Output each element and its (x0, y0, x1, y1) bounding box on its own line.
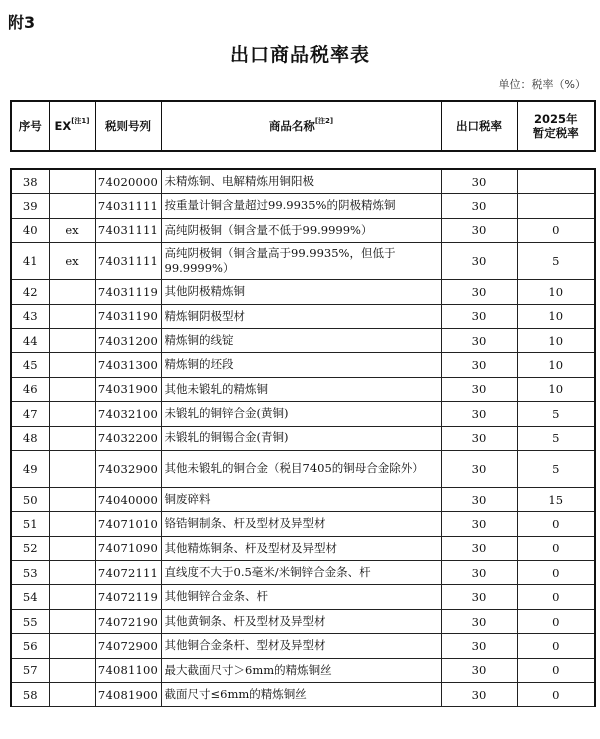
row-ex: ex (49, 243, 95, 280)
table-row (11, 169, 595, 194)
row-temp-rate: 0 (517, 585, 595, 609)
row-name: 其他铜合金条杆、型材及异型材 (161, 634, 441, 658)
row-seq: 55 (11, 609, 49, 633)
row-code: 74081900 (95, 683, 161, 707)
table-row (11, 243, 595, 280)
table-row (11, 487, 595, 511)
row-rate: 30 (441, 402, 517, 426)
row-rate: 30 (441, 512, 517, 536)
row-code: 74072119 (95, 585, 161, 609)
row-temp-rate: 0 (517, 512, 595, 536)
row-name: 精炼铜阴极型材 (161, 304, 441, 328)
row-code: 74020000 (95, 169, 161, 194)
row-seq: 41 (11, 243, 49, 280)
row-temp-rate: 0 (517, 536, 595, 560)
row-seq: 40 (11, 218, 49, 242)
row-rate: 30 (441, 536, 517, 560)
row-name: 铬锆铜制条、杆及型材及异型材 (161, 512, 441, 536)
header-name-note: [注2] (314, 116, 334, 125)
row-ex (49, 450, 95, 487)
header-spacer-row (11, 151, 595, 169)
row-rate: 30 (441, 377, 517, 401)
table-row (11, 304, 595, 328)
row-code: 74031190 (95, 304, 161, 328)
header-rate: 出口税率 (441, 101, 517, 151)
row-name: 按重量计铜含量超过99.9935%的阴极精炼铜 (161, 194, 441, 218)
row-seq: 52 (11, 536, 49, 560)
tariff-table (10, 100, 596, 707)
header-ex: EX[注1] (49, 101, 95, 151)
row-rate: 30 (441, 634, 517, 658)
row-ex (49, 609, 95, 633)
row-rate: 30 (441, 609, 517, 633)
row-temp-rate: 10 (517, 280, 595, 304)
row-seq: 48 (11, 426, 49, 450)
row-name: 高纯阴极铜（铜含量不低于99.9999%） (161, 218, 441, 242)
row-code: 74071010 (95, 512, 161, 536)
table-header-row (11, 101, 595, 151)
table-row (11, 609, 595, 633)
row-ex (49, 487, 95, 511)
row-seq: 49 (11, 450, 49, 487)
header-code: 税则号列 (95, 101, 161, 151)
row-name: 未精炼铜、电解精炼用铜阳极 (161, 169, 441, 194)
row-rate: 30 (441, 169, 517, 194)
row-rate: 30 (441, 450, 517, 487)
row-temp-rate: 0 (517, 683, 595, 707)
row-code: 74031200 (95, 328, 161, 352)
row-name: 精炼铜的坯段 (161, 353, 441, 377)
table-row (11, 218, 595, 242)
row-rate: 30 (441, 561, 517, 585)
row-seq: 57 (11, 658, 49, 682)
row-ex (49, 426, 95, 450)
table-row (11, 328, 595, 352)
row-name: 未锻轧的铜锌合金(黄铜) (161, 402, 441, 426)
row-temp-rate: 10 (517, 304, 595, 328)
row-ex (49, 683, 95, 707)
row-temp-rate: 10 (517, 328, 595, 352)
row-temp-rate: 0 (517, 609, 595, 633)
row-rate: 30 (441, 353, 517, 377)
row-seq: 46 (11, 377, 49, 401)
row-name: 铜废碎料 (161, 487, 441, 511)
row-code: 74032200 (95, 426, 161, 450)
row-temp-rate: 5 (517, 243, 595, 280)
row-temp-rate: 0 (517, 561, 595, 585)
row-name: 其他未锻轧的铜合金（税目7405的铜母合金除外） (161, 450, 441, 487)
row-code: 74031111 (95, 194, 161, 218)
row-rate: 30 (441, 487, 517, 511)
row-rate: 30 (441, 328, 517, 352)
row-rate: 30 (441, 426, 517, 450)
row-name: 高纯阴极铜（铜含量高于99.9935%，但低于99.9999%） (161, 243, 441, 280)
row-rate: 30 (441, 280, 517, 304)
header-temp-rate: 2025年 暂定税率 (517, 101, 595, 151)
row-temp-rate (517, 194, 595, 218)
row-ex (49, 634, 95, 658)
row-ex (49, 304, 95, 328)
row-seq: 58 (11, 683, 49, 707)
row-name: 其他阴极精炼铜 (161, 280, 441, 304)
row-temp-rate: 15 (517, 487, 595, 511)
row-code: 74031900 (95, 377, 161, 401)
row-temp-rate (517, 169, 595, 194)
row-code: 74040000 (95, 487, 161, 511)
row-seq: 43 (11, 304, 49, 328)
row-seq: 50 (11, 487, 49, 511)
row-rate: 30 (441, 304, 517, 328)
table-row (11, 450, 595, 487)
table-row (11, 402, 595, 426)
row-seq: 47 (11, 402, 49, 426)
row-rate: 30 (441, 683, 517, 707)
row-code: 74031300 (95, 353, 161, 377)
table-row (11, 634, 595, 658)
row-name: 未锻轧的铜锡合金(青铜) (161, 426, 441, 450)
row-seq: 38 (11, 169, 49, 194)
table-row (11, 512, 595, 536)
row-temp-rate: 5 (517, 426, 595, 450)
row-rate: 30 (441, 243, 517, 280)
row-temp-rate: 10 (517, 353, 595, 377)
row-ex: ex (49, 218, 95, 242)
page-title: 出口商品税率表 (229, 44, 370, 66)
row-ex (49, 402, 95, 426)
table-row (11, 561, 595, 585)
row-code: 74071090 (95, 536, 161, 560)
attachment-label: 附3 (8, 13, 36, 32)
row-ex (49, 169, 95, 194)
table-row (11, 194, 595, 218)
row-seq: 56 (11, 634, 49, 658)
row-seq: 42 (11, 280, 49, 304)
row-seq: 39 (11, 194, 49, 218)
row-name: 最大截面尺寸＞6mm的精炼铜丝 (161, 658, 441, 682)
row-rate: 30 (441, 658, 517, 682)
row-seq: 54 (11, 585, 49, 609)
row-seq: 53 (11, 561, 49, 585)
unit-note: 单位：税率（%） (498, 78, 586, 91)
row-name: 其他未锻轧的精炼铜 (161, 377, 441, 401)
table-row (11, 536, 595, 560)
row-name: 直线度不大于0.5毫米/米铜锌合金条、杆 (161, 561, 441, 585)
row-ex (49, 328, 95, 352)
row-name: 其他精炼铜条、杆及型材及异型材 (161, 536, 441, 560)
row-rate: 30 (441, 585, 517, 609)
row-ex (49, 377, 95, 401)
table-row (11, 683, 595, 707)
row-code: 74072111 (95, 561, 161, 585)
row-ex (49, 512, 95, 536)
row-temp-rate: 0 (517, 634, 595, 658)
row-ex (49, 561, 95, 585)
row-seq: 51 (11, 512, 49, 536)
row-code: 74031111 (95, 218, 161, 242)
header-seq: 序号 (11, 101, 49, 151)
table-row (11, 280, 595, 304)
header-ex-note: [注1] (71, 116, 90, 125)
row-name: 其他铜锌合金条、杆 (161, 585, 441, 609)
row-code: 74031111 (95, 243, 161, 280)
row-ex (49, 658, 95, 682)
row-ex (49, 353, 95, 377)
row-ex (49, 585, 95, 609)
row-seq: 44 (11, 328, 49, 352)
table-row (11, 426, 595, 450)
row-rate: 30 (441, 194, 517, 218)
row-ex (49, 194, 95, 218)
row-code: 74081100 (95, 658, 161, 682)
table-row (11, 585, 595, 609)
table-row (11, 658, 595, 682)
row-seq: 45 (11, 353, 49, 377)
row-name: 其他黄铜条、杆及型材及异型材 (161, 609, 441, 633)
table-row (11, 377, 595, 401)
row-rate: 30 (441, 218, 517, 242)
row-temp-rate: 5 (517, 402, 595, 426)
row-temp-rate: 10 (517, 377, 595, 401)
row-code: 74072900 (95, 634, 161, 658)
row-ex (49, 536, 95, 560)
row-ex (49, 280, 95, 304)
row-code: 74032900 (95, 450, 161, 487)
row-code: 74072190 (95, 609, 161, 633)
row-name: 截面尺寸≤6mm的精炼铜丝 (161, 683, 441, 707)
row-temp-rate: 5 (517, 450, 595, 487)
row-code: 74032100 (95, 402, 161, 426)
table-row (11, 353, 595, 377)
row-temp-rate: 0 (517, 218, 595, 242)
row-code: 74031119 (95, 280, 161, 304)
row-temp-rate: 0 (517, 658, 595, 682)
header-name: 商品名称[注2] (161, 101, 441, 151)
row-name: 精炼铜的线锭 (161, 328, 441, 352)
